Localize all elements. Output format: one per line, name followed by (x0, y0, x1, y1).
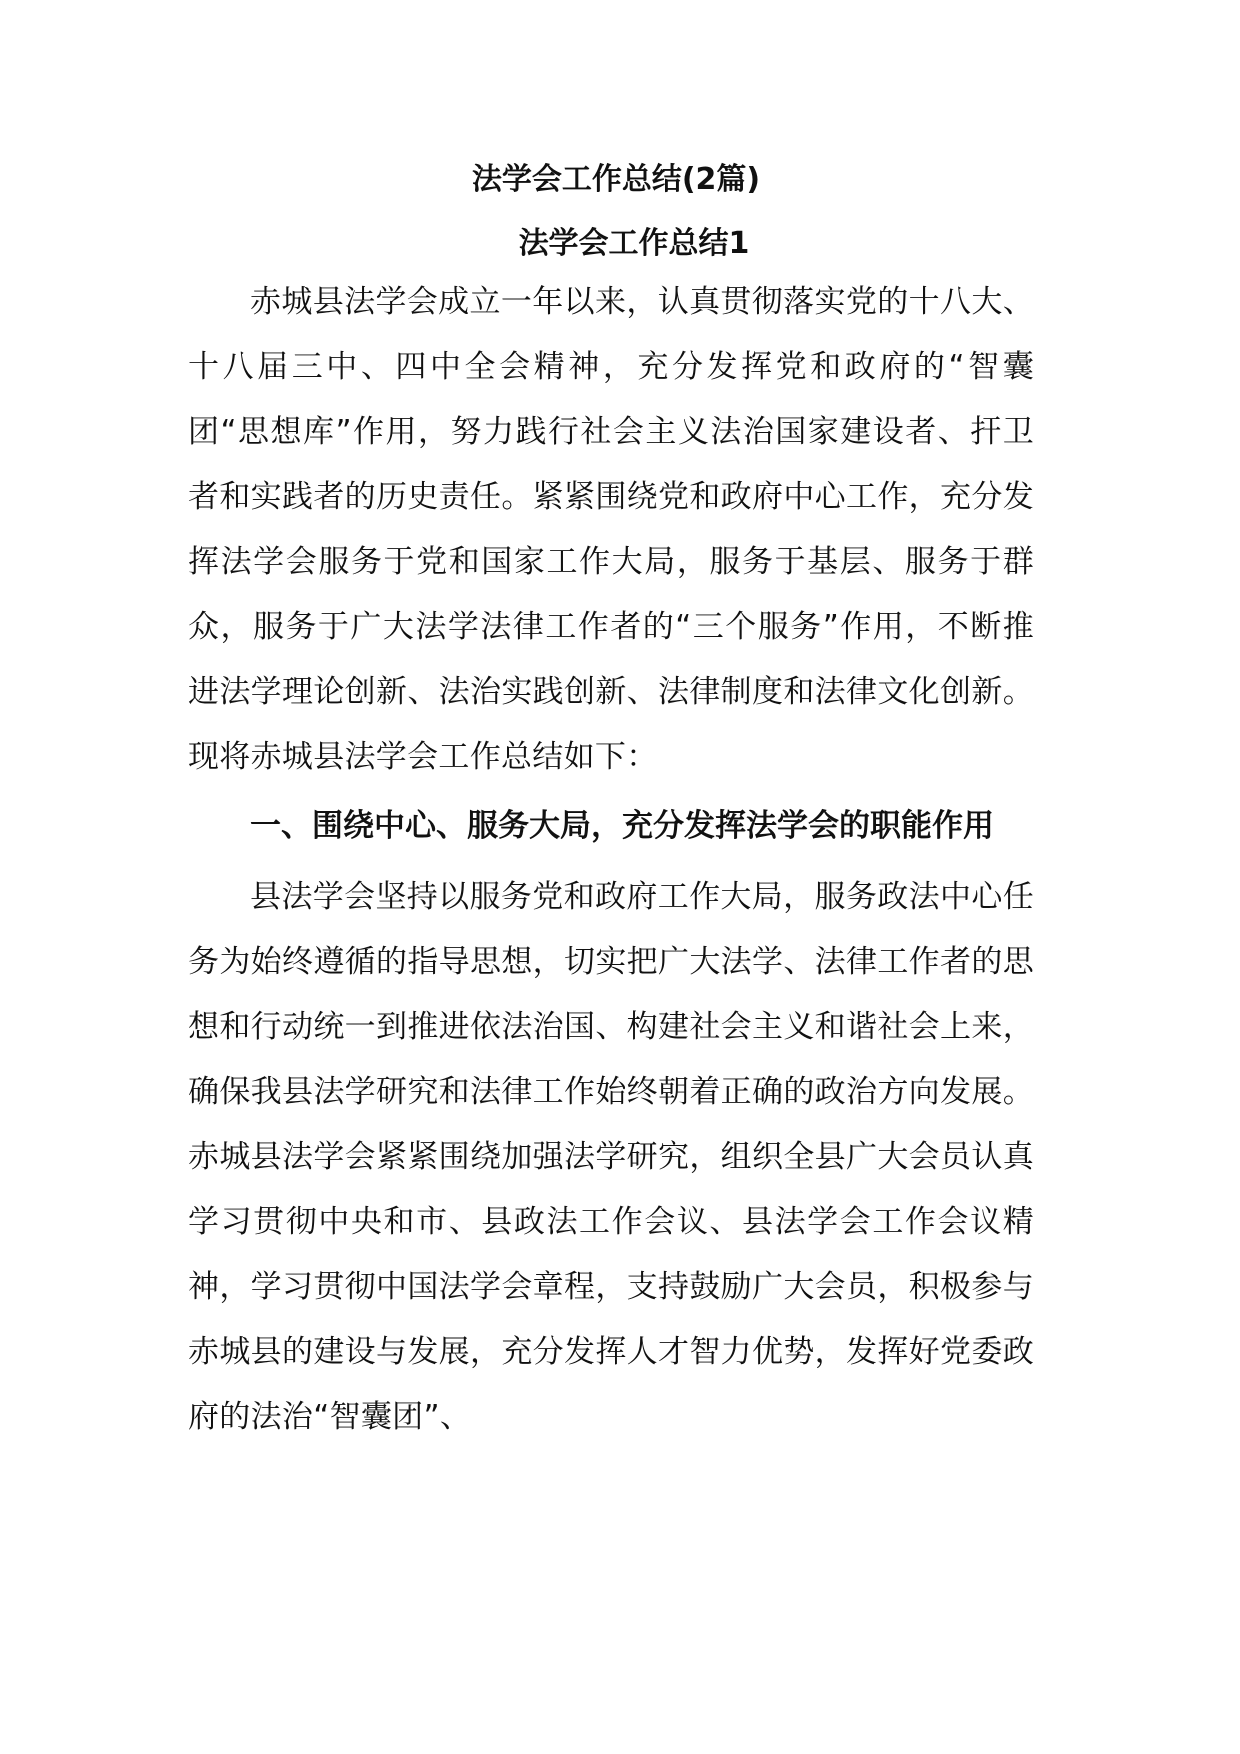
section-heading-1: 一、围绕中心、服务大局，充分发挥法学会的职能作用 (250, 808, 994, 844)
document-subtitle: 法学会工作总结1 (518, 226, 750, 261)
document-title: 法学会工作总结(2篇) (471, 162, 761, 197)
body-paragraph-1: 赤城县法学会成立一年以来，认真贯彻落实党的十八大、十八届三中、四中全会精神，充分发挥党和政府的“智囊团“思想库”作用，努力践行社会主义法治国家建设者、扞卫者和实践者的历史责任。紧紧围绕党和政府中心工作，充分发挥法学会服务于党和国家工作大局，服务于基层、服务于群众，服务于广大法学法律工作者的“三个服务”作用，不断推进法学理论创新、法治实践创新、法律制度和法律文化创新。现将赤城县法学会工作总结如下： (188, 284, 1034, 775)
body-paragraph-2: 县法学会坚持以服务党和政府工作大局，服务政法中心任务为始终遵循的指导思想，切实把广大法学、法律工作者的思想和行动统一到推进依法治国、构建社会主义和谐社会上来，确保我县法学研究和法律工作始终朝着正确的政治方向发展。赤城县法学会紧紧围绕加强法学研究，组织全县广大会员认真学习贯彻中央和市、县政法工作会议、县法学会工作会议精神，学习贯彻中国法学会章程，支持鼓励广大会员，积极参与赤城县的建设与发展，充分发挥人才智力优势，发挥好党委政府的法治“智囊团”、 (188, 879, 1034, 1435)
document-page (188, 160, 1034, 1450)
